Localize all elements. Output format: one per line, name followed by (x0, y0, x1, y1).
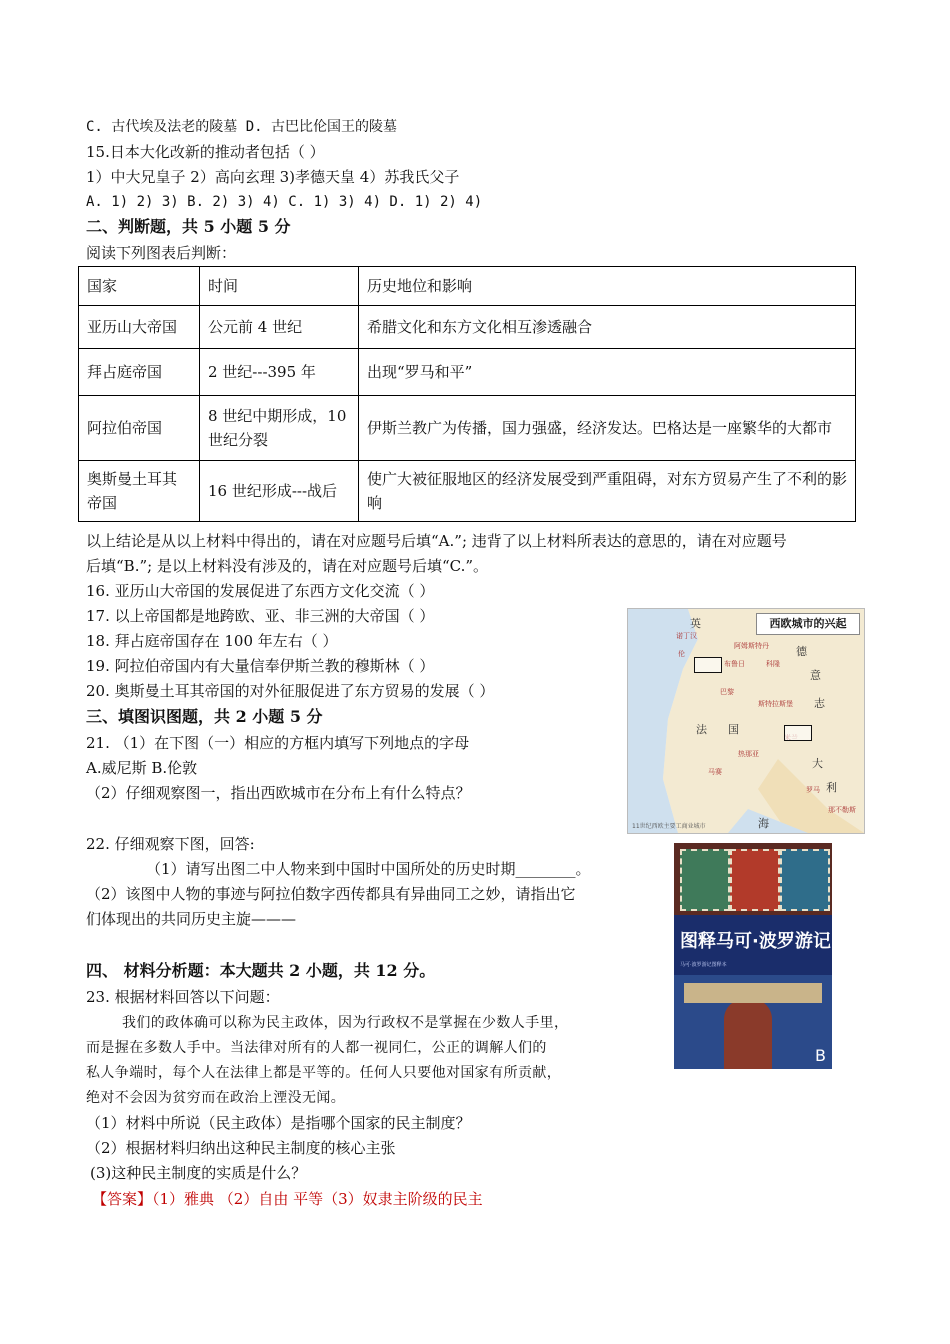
traveler-figure (724, 999, 772, 1069)
table-cell: 亚历山大帝国 (79, 306, 200, 349)
table-cell: 公元前 4 世纪 (200, 306, 359, 349)
map-answer-box-2[interactable] (784, 725, 812, 741)
section-3-heading: 三、填图识图题，共 2 小题 5 分 (86, 707, 323, 726)
map-city: 科隆 (766, 660, 780, 668)
map-label-da: 大 (812, 757, 823, 770)
material-line-4: 绝对不会因为贫穷而在政治上湮没无闻。 (86, 1090, 346, 1106)
map-title: 西欧城市的兴起 (756, 613, 860, 635)
header-impact: 历史地位和影响 (359, 267, 856, 306)
map-city: 阿姆斯特丹 (734, 642, 769, 650)
table-row (79, 396, 856, 461)
material-line-1: 我们的政体确可以称为民主政体，因为行政权不是掌握在少数人手里， (122, 1015, 569, 1031)
table-cell: 希腊文化和东方文化相互渗透融合 (359, 306, 856, 349)
table-cell: 2 世纪---395 年 (200, 349, 359, 396)
answer-line: 【答案】（1）雅典 （2）自由 平等（3）奴隶主阶级的民主 (92, 1190, 483, 1208)
question-15-items: 1）中大兄皇子 2）高向玄理 3)孝德天皇 4）苏我氏父子 (86, 168, 460, 186)
map-city: 热那亚 (738, 750, 759, 758)
table-cell: 16 世纪形成---战后 (200, 461, 359, 522)
question-22: 22. 仔细观察下图，回答: (86, 835, 255, 853)
table-cell: 使广大被征服地区的经济发展受到严重阻碍，对东方贸易产生了不利的影响 (359, 461, 856, 522)
map-label-zhi: 志 (814, 697, 825, 710)
map-city-rome: 罗马 (806, 786, 820, 794)
stamp-image (680, 849, 730, 911)
question-21: 21. （1）在下图（一）相应的方框内填写下列地点的字母 (86, 734, 470, 752)
header-time: 时间 (200, 267, 359, 306)
header-country: 国家 (79, 267, 200, 306)
table-cell: 8 世纪中期形成，10 世纪分裂 (200, 396, 359, 461)
map-city: 伦 (678, 650, 685, 658)
table-header-row (79, 267, 856, 306)
stamp-image (730, 849, 780, 911)
map-city: 诺丁汉 (676, 632, 697, 640)
map-answer-box-1[interactable] (694, 657, 722, 673)
map-label-sea: 海 (758, 817, 769, 830)
question-23: 23. 根据材料回答以下问题： (86, 988, 280, 1006)
question-23-part-1: （1）材料中所说（民主政体）是指哪个国家的民主制度？ (86, 1114, 471, 1132)
question-17: 17. 以上帝国都是地跨欧、亚、非三洲的大帝国（ ） (86, 607, 435, 625)
book-title: 图释马可·波罗游记 (680, 931, 831, 952)
map-label-guo: 国 (728, 723, 739, 736)
question-22-part-1: （1）请写出图二中人物来到中国时中国所处的历史时期________。 (146, 860, 591, 878)
question-22-part-2a: （2）该图中人物的事迹与阿拉伯数字西传都具有异曲同工之妙，请指出它 (86, 885, 576, 903)
question-23-part-3: (3)这种民主制度的实质是什么？ (90, 1164, 307, 1182)
material-line-2: 而是握在多数人手中。当法律对所有的人都一视同仁，公正的调解人们的 (86, 1040, 547, 1056)
map-label-france: 法 (696, 723, 707, 736)
history-table (78, 266, 856, 522)
map-city: 巴黎 (720, 688, 734, 696)
map-label-england: 英 (690, 617, 701, 630)
question-16: 16. 亚历山大帝国的发展促进了东西方文化交流（ ） (86, 582, 435, 600)
table-cell: 阿拉伯帝国 (79, 396, 200, 461)
map-caption: 11世纪西欧主要工商业城市 (632, 823, 706, 830)
section-2-heading: 二、判断题，共 5 小题 5 分 (86, 217, 291, 236)
stamp-image (780, 849, 830, 911)
west-europe-cities-map (627, 608, 865, 834)
question-22-part-2b: 们体现出的共同历史主旋——— (86, 910, 297, 928)
instruction-line-1: 以上结论是从以上材料中得出的，请在对应题号后填“A.”; 违背了以上材料所表达的意思的，请在对应题号 (86, 532, 787, 550)
material-line-3: 私人争端时，每个人在法律上都是平等的。任何人只要他对国家有所贡献， (86, 1065, 562, 1081)
section-4-heading: 四、 材料分析题：本大题共 2 小题，共 12 分。 (86, 961, 436, 980)
book-label-b: B (815, 1046, 826, 1065)
question-21-options: A.威尼斯 B.伦敦 (86, 759, 198, 777)
option-cd-line: C. 古代埃及法老的陵墓 D. 古巴比伦国王的陵墓 (86, 119, 397, 135)
question-15: 15.日本大化改新的推动者包括（ ） (86, 143, 325, 161)
question-20: 20. 奥斯曼土耳其帝国的对外征服促进了东方贸易的发展（ ） (86, 682, 495, 700)
table-cell: 奥斯曼土耳其帝国 (79, 461, 200, 522)
map-label-yi: 意 (810, 669, 821, 682)
question-18: 18. 拜占庭帝国存在 100 年左右（ ） (86, 632, 338, 650)
table-row (79, 306, 856, 349)
city-skyline (684, 983, 822, 1003)
map-city: 马赛 (708, 768, 722, 776)
map-label-de: 德 (796, 645, 807, 658)
question-15-options: A. 1) 2) 3) B. 2) 3) 4) C. 1) 3) 4) D. 1) 2) 4) (86, 194, 483, 210)
map-city: 那不勒斯 (828, 806, 856, 814)
table-cell: 伊斯兰教广为传播，国力强盛，经济发达。巴格达是一座繁华的大都市 (359, 396, 856, 461)
table-row (79, 349, 856, 396)
map-city: 斯特拉斯堡 (758, 700, 793, 708)
question-19: 19. 阿拉伯帝国内有大量信奉伊斯兰教的穆斯林（ ） (86, 657, 435, 675)
book-subtitle: 马可·波罗游记图释本 (680, 962, 727, 968)
map-label-li: 利 (826, 781, 837, 794)
map-city: 布鲁日 (724, 660, 745, 668)
table-cell: 拜占庭帝国 (79, 349, 200, 396)
question-23-part-2: （2）根据材料归纳出这种民主制度的核心主张 (86, 1139, 396, 1157)
marco-polo-book-cover (674, 843, 832, 1069)
table-cell: 出现“罗马和平” (359, 349, 856, 396)
instruction-line-2: 后填“B.”; 是以上材料没有涉及的，请在对应题号后填“C.”。 (86, 557, 488, 575)
book-illustration (674, 975, 832, 1069)
table-row (79, 461, 856, 522)
section-2-intro: 阅读下列图表后判断： (86, 244, 237, 262)
question-21-part-2: （2）仔细观察图一，指出西欧城市在分布上有什么特点？ (86, 784, 471, 802)
